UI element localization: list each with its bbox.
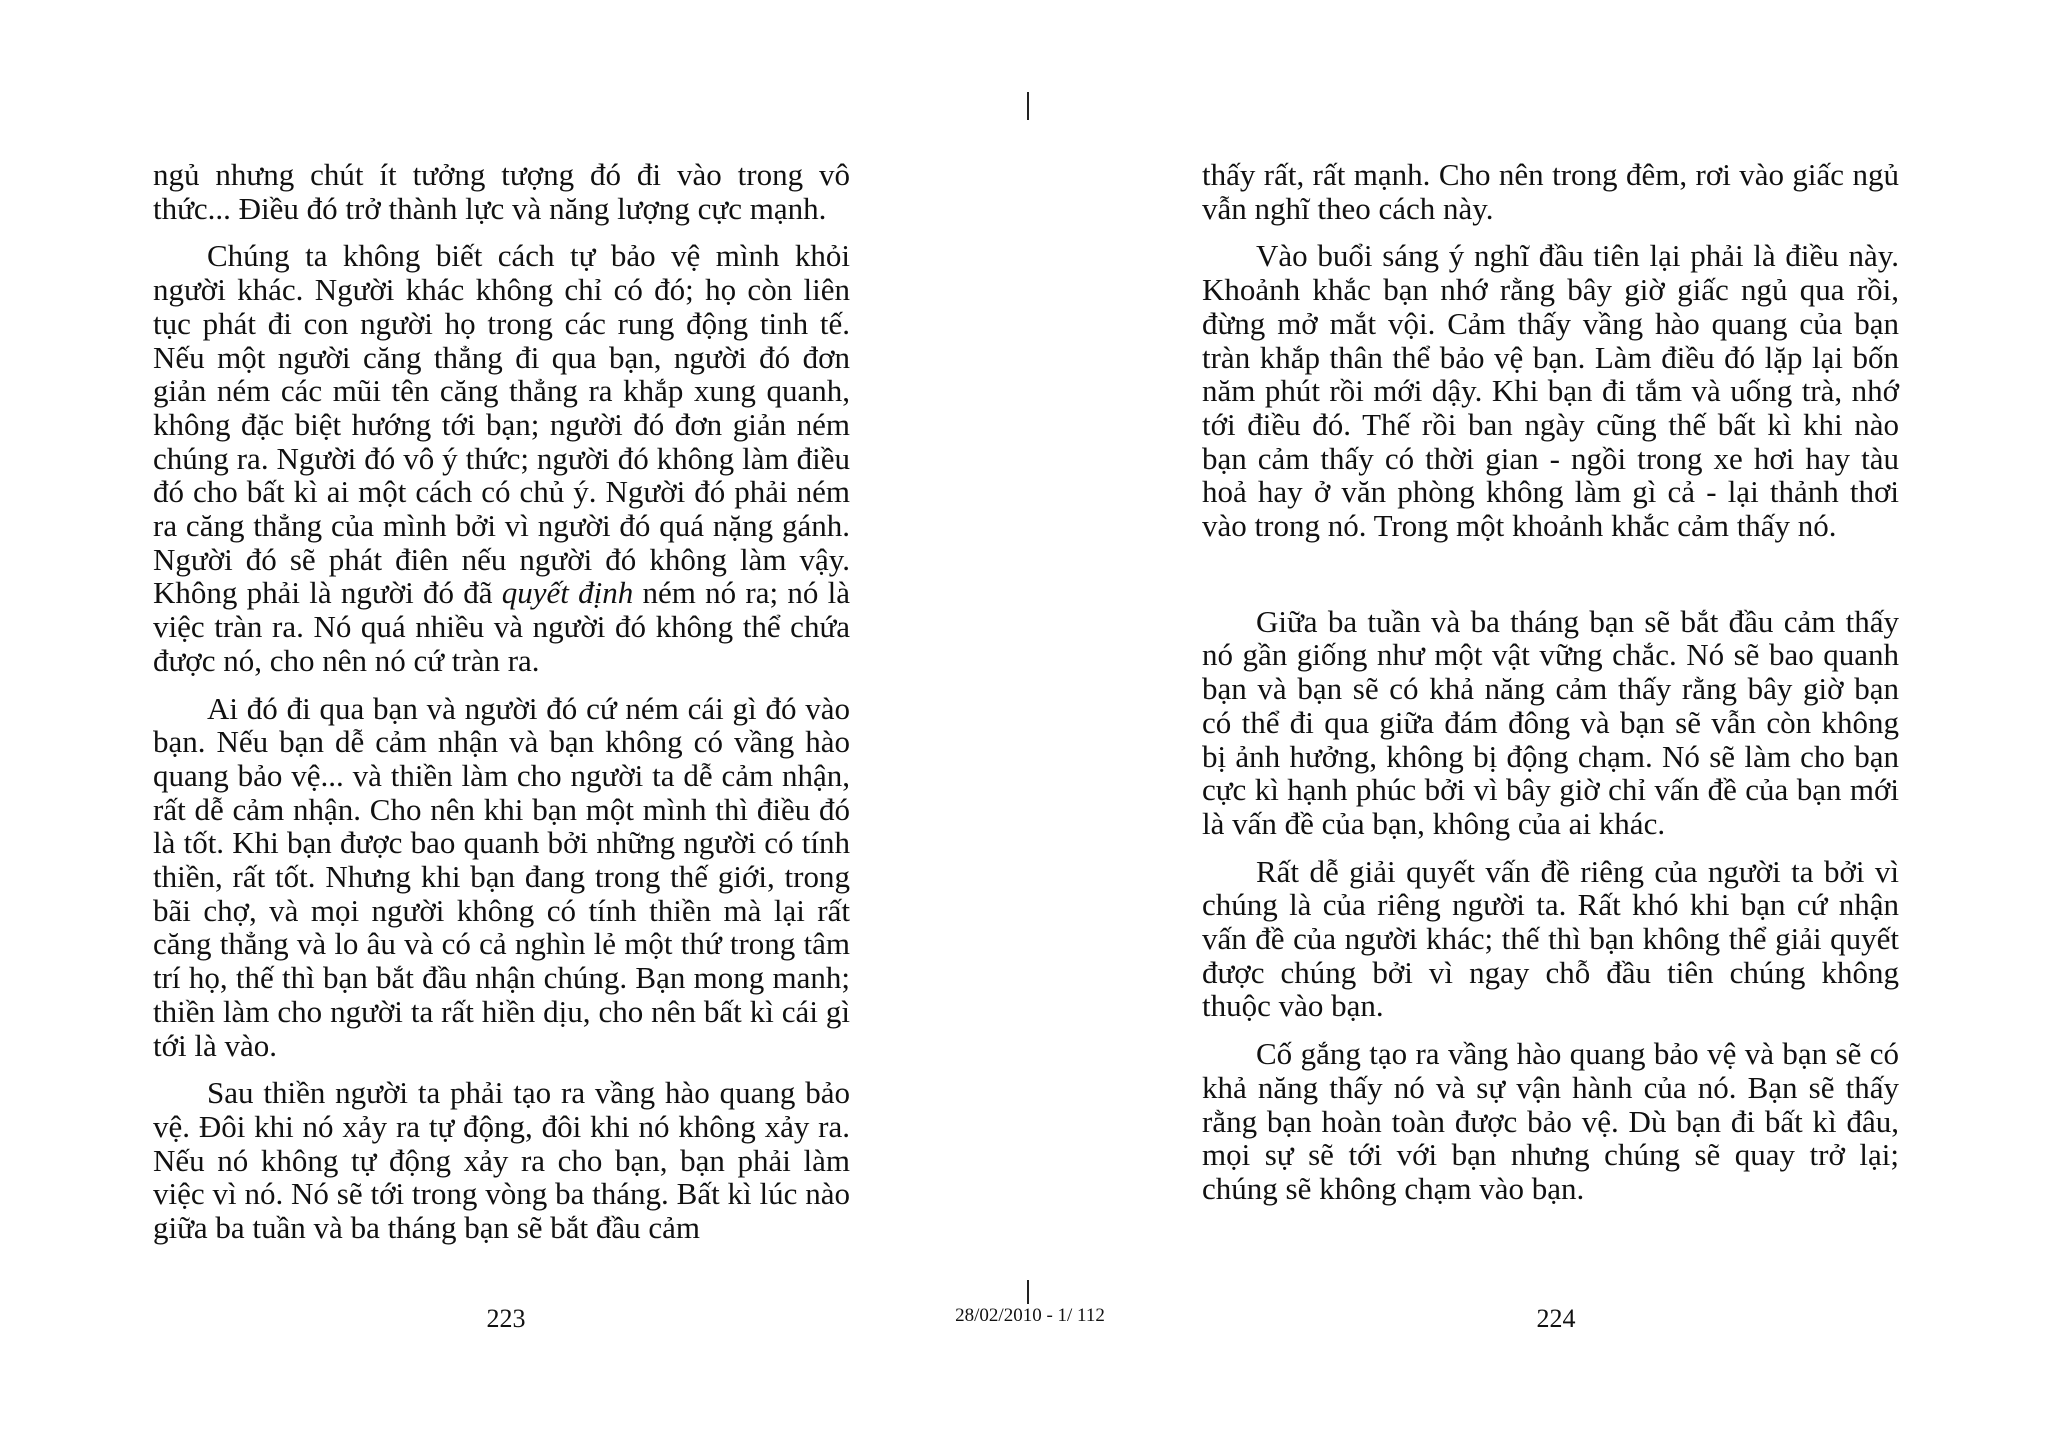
right-page-text <box>1202 158 1899 1220</box>
paragraph: Cố gắng tạo ra vầng hào quang bảo vệ và bạn sẽ có khả năng thấy nó và sự vận hành của nó. Bạn sẽ thấy rằng bạn hoàn toàn được bảo vệ. Dù bạn đi bất kì đâu, mọi sự sẽ tới với bạn nhưng chúng sẽ quay trở lại; chúng sẽ không chạm vào bạn. <box>1202 1036 1899 1206</box>
paragraph: thấy rất, rất mạnh. Cho nên trong đêm, rơi vào giấc ngủ vẫn nghĩ theo cách này. <box>1202 157 1899 226</box>
paragraph: Ai đó đi qua bạn và người đó cứ ném cái gì đó vào bạn. Nếu bạn dễ cảm nhận và bạn không có vầng hào quang bảo vệ... và thiền làm cho người ta dễ cảm nhận, rất dễ cảm nhận. Cho nên khi bạn một mình thì điều đó là tốt. Khi bạn được bao quanh bởi những người có tính thiền, rất tốt. Nhưng khi bạn đang trong thế giới, trong bãi chợ, và mọi người không có tính thiền mà lại rất căng thẳng và lo âu và có cả nghìn lẻ một thứ trong tâm trí họ, thế thì bạn bắt đầu nhận chúng. Bạn mong manh; thiền làm cho người ta rất hiền dịu, cho nên bất kì cái gì tới là vào. <box>153 690 850 1063</box>
page-number-left: 223 <box>486 1304 526 1333</box>
paragraph: Rất dễ giải quyết vấn đề riêng của người ta bởi vì chúng là của riêng người ta. Rất khó khi bạn cứ nhận vấn đề của người khác; thế thì bạn không thể giải quyết được chúng bởi vì ngay chỗ đầu tiên chúng không thuộc vào bạn. <box>1202 853 1899 1024</box>
emphasized-text: quyết định <box>501 575 634 611</box>
center-fold-mark-top <box>1027 92 1029 120</box>
print-info: 28/02/2010 - 1/ 112 <box>955 1305 1105 1326</box>
page-number-right: 224 <box>1536 1304 1576 1333</box>
paragraph <box>153 239 850 677</box>
left-page-text <box>153 158 850 1259</box>
paragraph: ngủ nhưng chút ít tưởng tượng đó đi vào trong vô thức... Điều đó trở thành lực và năng lượng cực mạnh. <box>153 157 850 226</box>
paragraph: Sau thiền người ta phải tạo ra vầng hào quang bảo vệ. Đôi khi nó xảy ra tự động, đôi khi nó không xảy ra. Nếu nó không tự động xảy ra cho bạn, bạn phải làm việc vì nó. Nó sẽ tới trong vòng ba tháng. Bất kì lúc nào giữa ba tuần và ba tháng bạn sẽ bắt đầu cảm <box>153 1075 850 1246</box>
paragraph: Giữa ba tuần và ba tháng bạn sẽ bắt đầu cảm thấy nó gần giống như một vật vững chắc. Nó sẽ bao quanh bạn và bạn sẽ có khả năng cảm thấy rằng bây giờ bạn có thể đi qua giữa đám đông và bạn sẽ vẫn còn không bị ảnh hưởng, không bị động chạm. Nó sẽ làm cho bạn cực kì hạnh phúc bởi vì bây giờ chỉ vấn đề của bạn mới là vấn đề của bạn, không của ai khác. <box>1202 603 1899 841</box>
paragraph: Vào buổi sáng ý nghĩ đầu tiên lại phải là điều này. Khoảnh khắc bạn nhớ rằng bây giờ giấc ngủ qua rồi, đừng mở mắt vội. Cảm thấy vầng hào quang của bạn tràn khắp thân thể bảo vệ bạn. Làm điều đó lặp lại bốn năm phút rồi mới dậy. Khi bạn đi tắm và uống trà, nhớ tới điều đó. Thế rồi ban ngày cũng thế bất kì khi nào bạn cảm thấy có thời gian - ngồi trong xe hơi hay tàu hoả hay ở văn phòng không làm gì cả - lại thảnh thơi vào trong nó. Trong một khoảnh khắc cảm thấy nó. <box>1202 238 1899 544</box>
paragraph-text: Chúng ta không biết cách tự bảo vệ mình khỏi người khác. Người khác không chỉ có đó; họ còn liên tục phát đi con người họ trong các rung động tinh tế. Nếu một người căng thẳng đi qua bạn, người đó đơn giản ném các mũi tên căng thẳng ra khắp xung quanh, không đặc biệt hướng tới bạn; người đó đơn giản ném chúng ra. Người đó vô ý thức; người đó không làm điều đó cho bất kì ai một cách có chủ ý. Người đó phải ném ra căng thẳng của mình bởi vì người đó quá nặng gánh. Người đó sẽ phát điên nếu người đó không làm vậy. Không phải là người đó đã <box>153 238 850 611</box>
paragraph-text: ném nó ra; nó là việc tràn ra. Nó quá nhiều và người đó không thể chứa được nó, cho nên nó cứ tràn ra. <box>153 575 851 678</box>
center-fold-mark-bottom <box>1027 1280 1029 1304</box>
